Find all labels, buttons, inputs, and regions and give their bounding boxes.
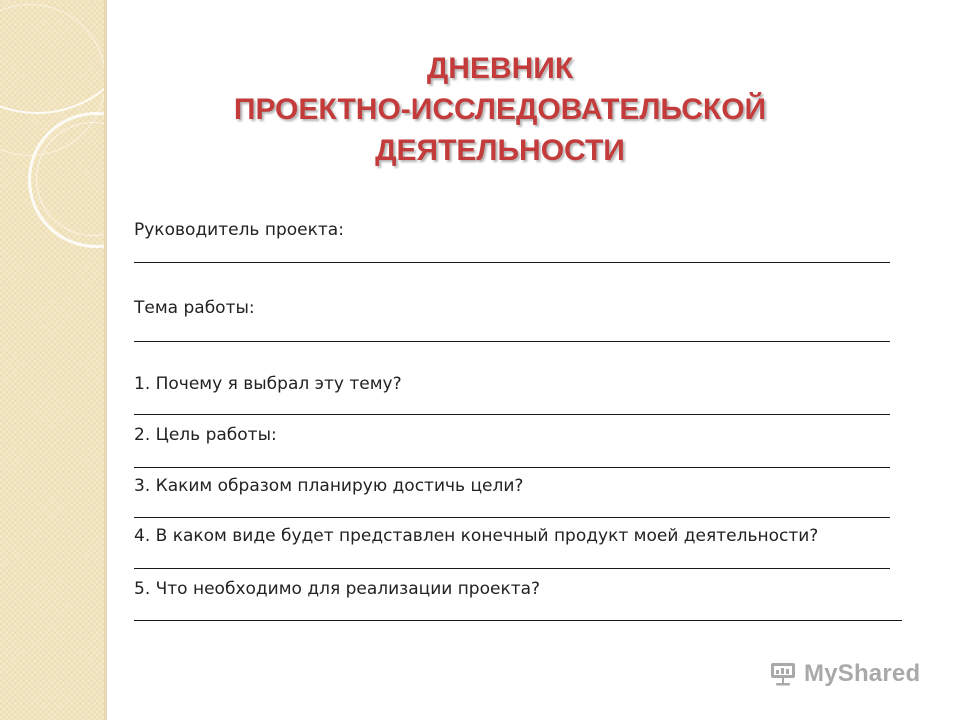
supervisor-label: Руководитель проекта: [134,220,344,240]
side-strip-edge [104,0,107,720]
question-2: 2. Цель работы: [134,425,277,445]
watermark-text: MyShared [804,660,921,687]
question-1: 1. Почему я выбрал эту тему? [134,374,402,394]
question-5-answer-line [134,620,902,621]
presentation-board-icon [768,659,798,689]
supervisor-answer-line [134,262,890,263]
question-4-answer-line [134,568,890,569]
title-line-1: ДНЕВНИК [426,52,574,85]
question-3: 3. Каким образом планирую достичь цели? [134,476,524,496]
question-2-answer-line [134,467,890,468]
topic-label: Тема работы: [134,298,255,318]
title-line-3: ДЕЯТЕЛЬНОСТИ [375,134,625,167]
decorative-side-strip [0,0,104,720]
watermark [768,657,920,691]
question-1-answer-line [134,414,890,415]
page-title [140,48,860,171]
question-5: 5. Что необходимо для реализации проекта? [134,579,541,599]
title-line-2: ПРОЕКТНО-ИССЛЕДОВАТЕЛЬСКОЙ [233,93,767,126]
topic-answer-line [134,341,890,342]
question-4: 4. В каком виде будет представлен конечный продукт моей деятельности? [134,526,819,546]
question-3-answer-line [134,517,890,518]
